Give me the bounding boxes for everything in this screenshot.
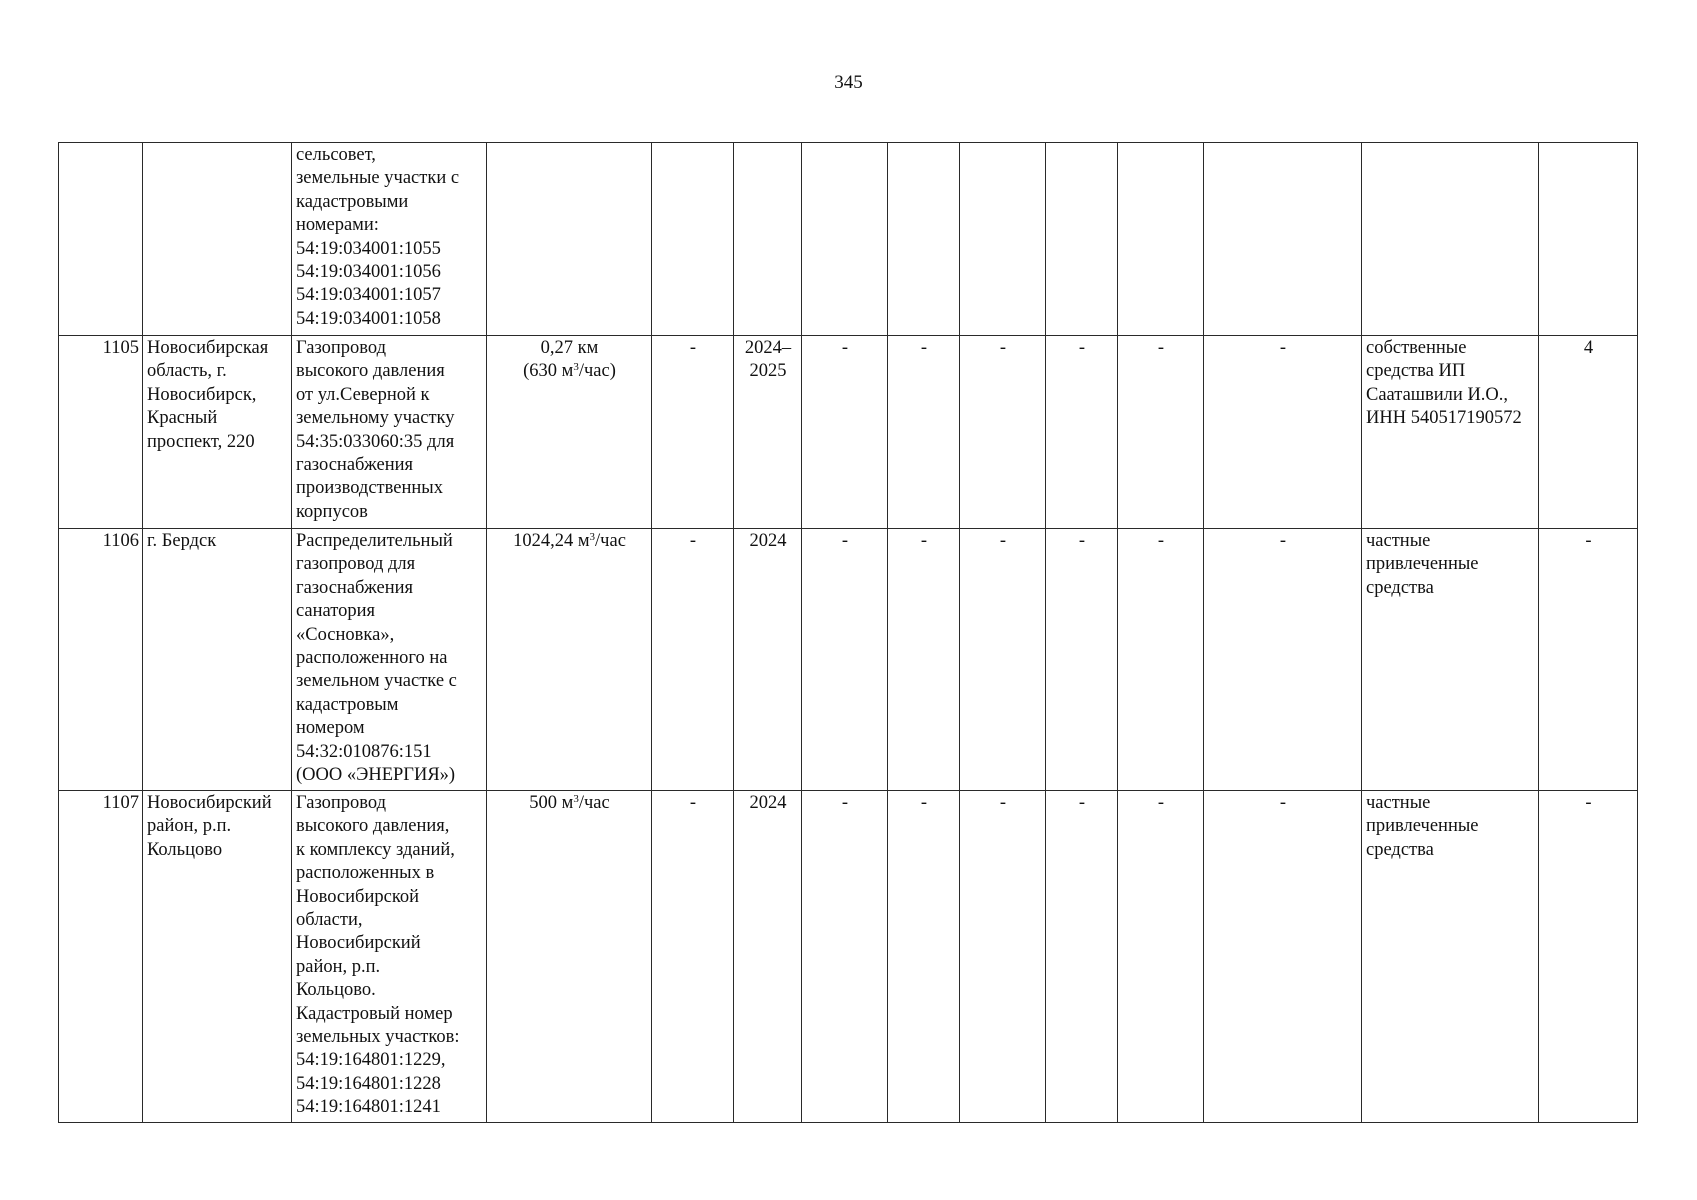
value-cell	[888, 143, 960, 336]
cell-text-line: 2025	[749, 361, 787, 382]
value-cell: -	[1204, 336, 1362, 529]
cell-text-line: области,	[296, 910, 363, 931]
cell-text-line: к комплексу зданий,	[296, 839, 455, 860]
capacity-cell	[487, 336, 652, 529]
years-cell	[734, 336, 802, 529]
cell-text-line: район, р.п.	[296, 956, 381, 977]
location-cell	[143, 529, 292, 791]
investment-table	[58, 142, 1638, 1123]
last-cell: 4	[1539, 336, 1638, 529]
cell-text-line: кадастровыми	[296, 191, 409, 212]
cell-text-line: Новосибирский	[296, 933, 421, 954]
cell-text-line: средства	[1366, 839, 1434, 860]
value-cell: -	[1204, 791, 1362, 1123]
unit-exponent: 3	[589, 531, 596, 543]
cell-text-line: Новосибирск,	[147, 384, 257, 405]
cell-text-line: Сааташвили И.О.,	[1366, 384, 1509, 405]
cell-text-line: высокого давления,	[296, 816, 450, 837]
funding-source-cell	[1362, 529, 1539, 791]
capacity-value: 1024,24 м	[513, 531, 590, 551]
cell-text-line: 54:32:010876:151	[296, 741, 432, 762]
cell-text-line: номерами:	[296, 215, 379, 236]
cell-text-line: газоснабжения	[296, 577, 414, 598]
capacity-line	[491, 360, 648, 383]
row-number: 1107	[59, 791, 143, 1123]
cell-text-line: расположенного на	[296, 648, 448, 669]
value-cell: -	[1046, 529, 1118, 791]
object-name-cell	[292, 143, 487, 336]
cell-text-line: частные	[1366, 793, 1431, 813]
capacity-value: 500 м	[529, 793, 574, 813]
years-cell	[734, 791, 802, 1123]
value-cell: -	[652, 529, 734, 791]
capacity-cell	[487, 529, 652, 791]
cell-text-line: средства ИП	[1366, 361, 1466, 382]
last-cell	[1539, 143, 1638, 336]
value-cell: -	[1118, 529, 1204, 791]
value-cell: -	[1046, 336, 1118, 529]
value-cell: -	[960, 336, 1046, 529]
cell-text-line: Красный	[147, 408, 218, 429]
cell-text-line: проспект, 220	[147, 431, 255, 452]
location-cell	[143, 791, 292, 1123]
cell-text-line: номером	[296, 718, 365, 739]
capacity-value: (630 м	[523, 361, 574, 382]
cell-text-line: Кольцово	[147, 839, 223, 860]
value-cell: -	[888, 336, 960, 529]
cell-text-line: 2024	[749, 793, 787, 813]
value-cell: -	[1118, 791, 1204, 1123]
location-cell	[143, 143, 292, 336]
cell-text-line: 54:19:034001:1055	[296, 238, 441, 259]
value-cell: -	[960, 529, 1046, 791]
location-cell	[143, 336, 292, 529]
cell-text-line: производственных	[296, 478, 443, 499]
cell-text-line: частные	[1366, 531, 1431, 551]
cell-text-line: область, г.	[147, 361, 227, 382]
value-cell: -	[960, 791, 1046, 1123]
cell-text-line: корпусов	[296, 501, 368, 522]
funding-source-cell	[1362, 143, 1539, 336]
cell-text-line: Новосибирской	[296, 886, 420, 907]
cell-text-line: земельные участки с	[296, 168, 460, 189]
capacity-cell	[487, 143, 652, 336]
cell-text-line: газоснабжения	[296, 455, 414, 476]
cell-text-line: собственные	[1366, 338, 1467, 358]
cell-text-line: ИНН 540517190572	[1366, 408, 1522, 429]
funding-source-cell	[1362, 336, 1539, 529]
value-cell: -	[802, 529, 888, 791]
years-cell	[734, 529, 802, 791]
value-cell	[802, 143, 888, 336]
value-cell	[1046, 143, 1118, 336]
value-cell	[1204, 143, 1362, 336]
value-cell: -	[802, 791, 888, 1123]
row-number: 1105	[59, 336, 143, 529]
object-name-cell	[292, 791, 487, 1123]
object-name-cell	[292, 529, 487, 791]
cell-text-line: 54:19:034001:1056	[296, 262, 441, 283]
cell-text-line: г. Бердск	[147, 531, 217, 551]
capacity-unit: /час	[578, 793, 610, 813]
cell-text-line: кадастровым	[296, 694, 399, 715]
unit-exponent: 3	[573, 793, 579, 805]
table-row	[59, 791, 1638, 1123]
page-number: 345	[834, 72, 863, 93]
cell-text-line: средства	[1366, 577, 1434, 598]
cell-text-line: 54:19:034001:1058	[296, 308, 441, 329]
value-cell: -	[888, 529, 960, 791]
cell-text-line: привлеченные	[1366, 816, 1479, 837]
cell-text-line: район, р.п.	[147, 816, 232, 837]
value-cell: -	[802, 336, 888, 529]
capacity-line	[491, 337, 648, 360]
cell-text-line: 2024	[749, 531, 787, 551]
table-row	[59, 529, 1638, 791]
cell-text-line: земельному участку	[296, 408, 455, 429]
cell-text-line: Новосибирский	[147, 793, 272, 813]
cell-text-line: Новосибирская	[147, 338, 269, 358]
cell-text-line: (ООО «ЭНЕРГИЯ»)	[296, 765, 456, 786]
cell-text-line: 2024–	[744, 338, 792, 358]
value-cell	[1118, 143, 1204, 336]
cell-text-line: земельных участков:	[296, 1027, 460, 1048]
cell-text-line: земельном участке с	[296, 671, 457, 692]
cell-text-line: Распределительный	[296, 531, 453, 551]
cell-text-line: привлеченные	[1366, 554, 1479, 575]
last-cell: -	[1539, 529, 1638, 791]
value-cell: -	[652, 336, 734, 529]
cell-text-line: 54:19:164801:1241	[296, 1097, 441, 1118]
table-body	[59, 143, 1638, 1123]
value-cell	[960, 143, 1046, 336]
row-number	[59, 143, 143, 336]
table-row	[59, 336, 1638, 529]
cell-text-line: расположенных в	[296, 863, 435, 884]
capacity-unit: /час)	[578, 361, 616, 382]
value-cell: -	[652, 791, 734, 1123]
cell-text-line: 54:19:164801:1228	[296, 1073, 441, 1094]
funding-source-cell	[1362, 791, 1539, 1123]
cell-text-line: 54:19:164801:1229,	[296, 1050, 446, 1071]
unit-exponent: 3	[573, 361, 579, 374]
value-cell	[652, 143, 734, 336]
table-row	[59, 143, 1638, 336]
years-cell	[734, 143, 802, 336]
value-cell: -	[1046, 791, 1118, 1123]
cell-text-line: газопровод для	[296, 554, 416, 575]
cell-text-line: от ул.Северной к	[296, 384, 430, 405]
capacity-value: 0,27 км	[540, 338, 599, 358]
value-cell: -	[1118, 336, 1204, 529]
value-cell: -	[1204, 529, 1362, 791]
value-cell: -	[888, 791, 960, 1123]
cell-text-line: 54:35:033060:35 для	[296, 431, 455, 452]
cell-text-line: санатория	[296, 601, 376, 622]
cell-text-line: Газопровод	[296, 793, 387, 813]
row-number: 1106	[59, 529, 143, 791]
object-name-cell	[292, 336, 487, 529]
cell-text-line: Кольцово.	[296, 980, 376, 1001]
cell-text-line: «Сосновка»,	[296, 624, 395, 645]
last-cell: -	[1539, 791, 1638, 1123]
capacity-line	[491, 792, 648, 815]
capacity-unit: /час	[595, 531, 626, 551]
cell-text-line: сельсовет,	[296, 145, 376, 165]
cell-text-line: высокого давления	[296, 361, 445, 382]
cell-text-line: 54:19:034001:1057	[296, 285, 441, 306]
capacity-line	[491, 530, 648, 553]
cell-text-line: Кадастровый номер	[296, 1003, 453, 1024]
capacity-cell	[487, 791, 652, 1123]
cell-text-line: Газопровод	[296, 338, 387, 358]
